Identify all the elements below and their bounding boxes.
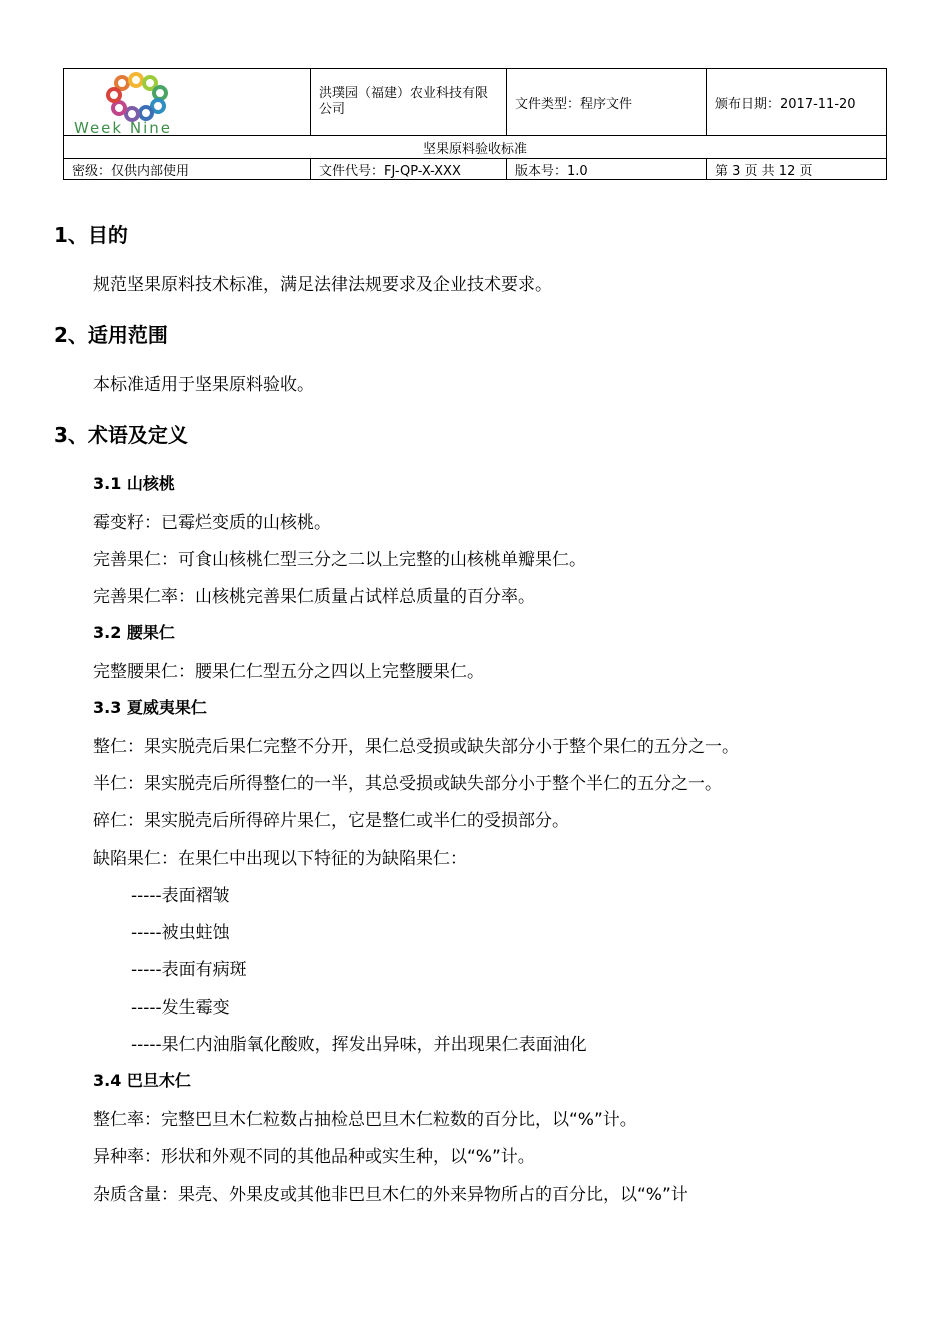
company-name: 洪璞园（福建）农业科技有限公司	[311, 69, 507, 135]
company-logo	[70, 71, 212, 135]
section-1-heading: 1、目的	[54, 223, 128, 247]
logo-wordmark: Week Nine	[74, 119, 172, 135]
subsection-3-3-heading: 3.3 夏威夷果仁	[93, 698, 207, 717]
logo-cell	[64, 69, 311, 135]
doc-type: 文件类型：程序文件	[507, 69, 707, 135]
version: 版本号：1.0	[507, 159, 707, 180]
definition-line: 缺陷果仁：在果仁中出现以下特征的为缺陷果仁：	[93, 849, 467, 869]
issue-date: 颁布日期：2017-11-20	[715, 96, 856, 112]
subsection-3-4-heading: 3.4 巴旦木仁	[93, 1071, 191, 1090]
subsection-3-2-heading: 3.2 腰果仁	[93, 623, 175, 642]
defect-list-item: -----表面有病斑	[131, 960, 247, 980]
section-1-text: 规范坚果原料技术标准，满足法律法规要求及企业技术要求。	[93, 275, 552, 295]
definition-line: 霉变籽：已霉烂变质的山核桃。	[93, 513, 331, 533]
definition-line: 杂质含量：果壳、外果皮或其他非巴旦木仁的外来异物所占的百分比，以“%”计	[93, 1185, 688, 1205]
document-header-table	[63, 68, 887, 180]
definition-line: 完整腰果仁：腰果仁仁型五分之四以上完整腰果仁。	[93, 662, 484, 682]
header-row-3	[64, 159, 886, 180]
section-2-heading: 2、适用范围	[54, 323, 168, 347]
definition-line: 整仁：果实脱壳后果仁完整不分开，果仁总受损或缺失部分小于整个果仁的五分之一。	[93, 737, 739, 757]
definition-line: 半仁：果实脱壳后所得整仁的一半，其总受损或缺失部分小于整个半仁的五分之一。	[93, 774, 722, 794]
section-3-heading: 3、术语及定义	[54, 423, 188, 447]
definition-line: 异种率：形状和外观不同的其他品种或实生种，以“%”计。	[93, 1147, 535, 1167]
definition-line: 碎仁：果实脱壳后所得碎片果仁，它是整仁或半仁的受损部分。	[93, 811, 569, 831]
doc-title: 坚果原料验收标准	[422, 141, 527, 157]
defect-list-item: -----表面褶皱	[131, 886, 230, 906]
doc-code: 文件代号：FJ-QP-X-XXX	[311, 159, 507, 180]
header-row-1	[64, 69, 886, 136]
definition-line: 完善果仁率：山核桃完善果仁质量占试样总质量的百分率。	[93, 587, 535, 607]
subsection-3-1-heading: 3.1 山核桃	[93, 474, 175, 493]
defect-list-item: -----果仁内油脂氧化酸败，挥发出异味，并出现果仁表面油化	[131, 1035, 587, 1055]
page-number: 第 3 页 共 12 页	[715, 164, 813, 179]
security-level: 密级：仅供内部使用	[64, 159, 311, 180]
defect-list-item: -----发生霉变	[131, 998, 230, 1018]
definition-line: 完善果仁：可食山核桃仁型三分之二以上完整的山核桃单瓣果仁。	[93, 550, 586, 570]
definition-line: 整仁率：完整巴旦木仁粒数占抽检总巴旦木仁粒数的百分比，以“%”计。	[93, 1110, 637, 1130]
header-row-2	[64, 136, 886, 159]
section-2-text: 本标准适用于坚果原料验收。	[93, 375, 314, 395]
defect-list-item: -----被虫蛀蚀	[131, 923, 230, 943]
